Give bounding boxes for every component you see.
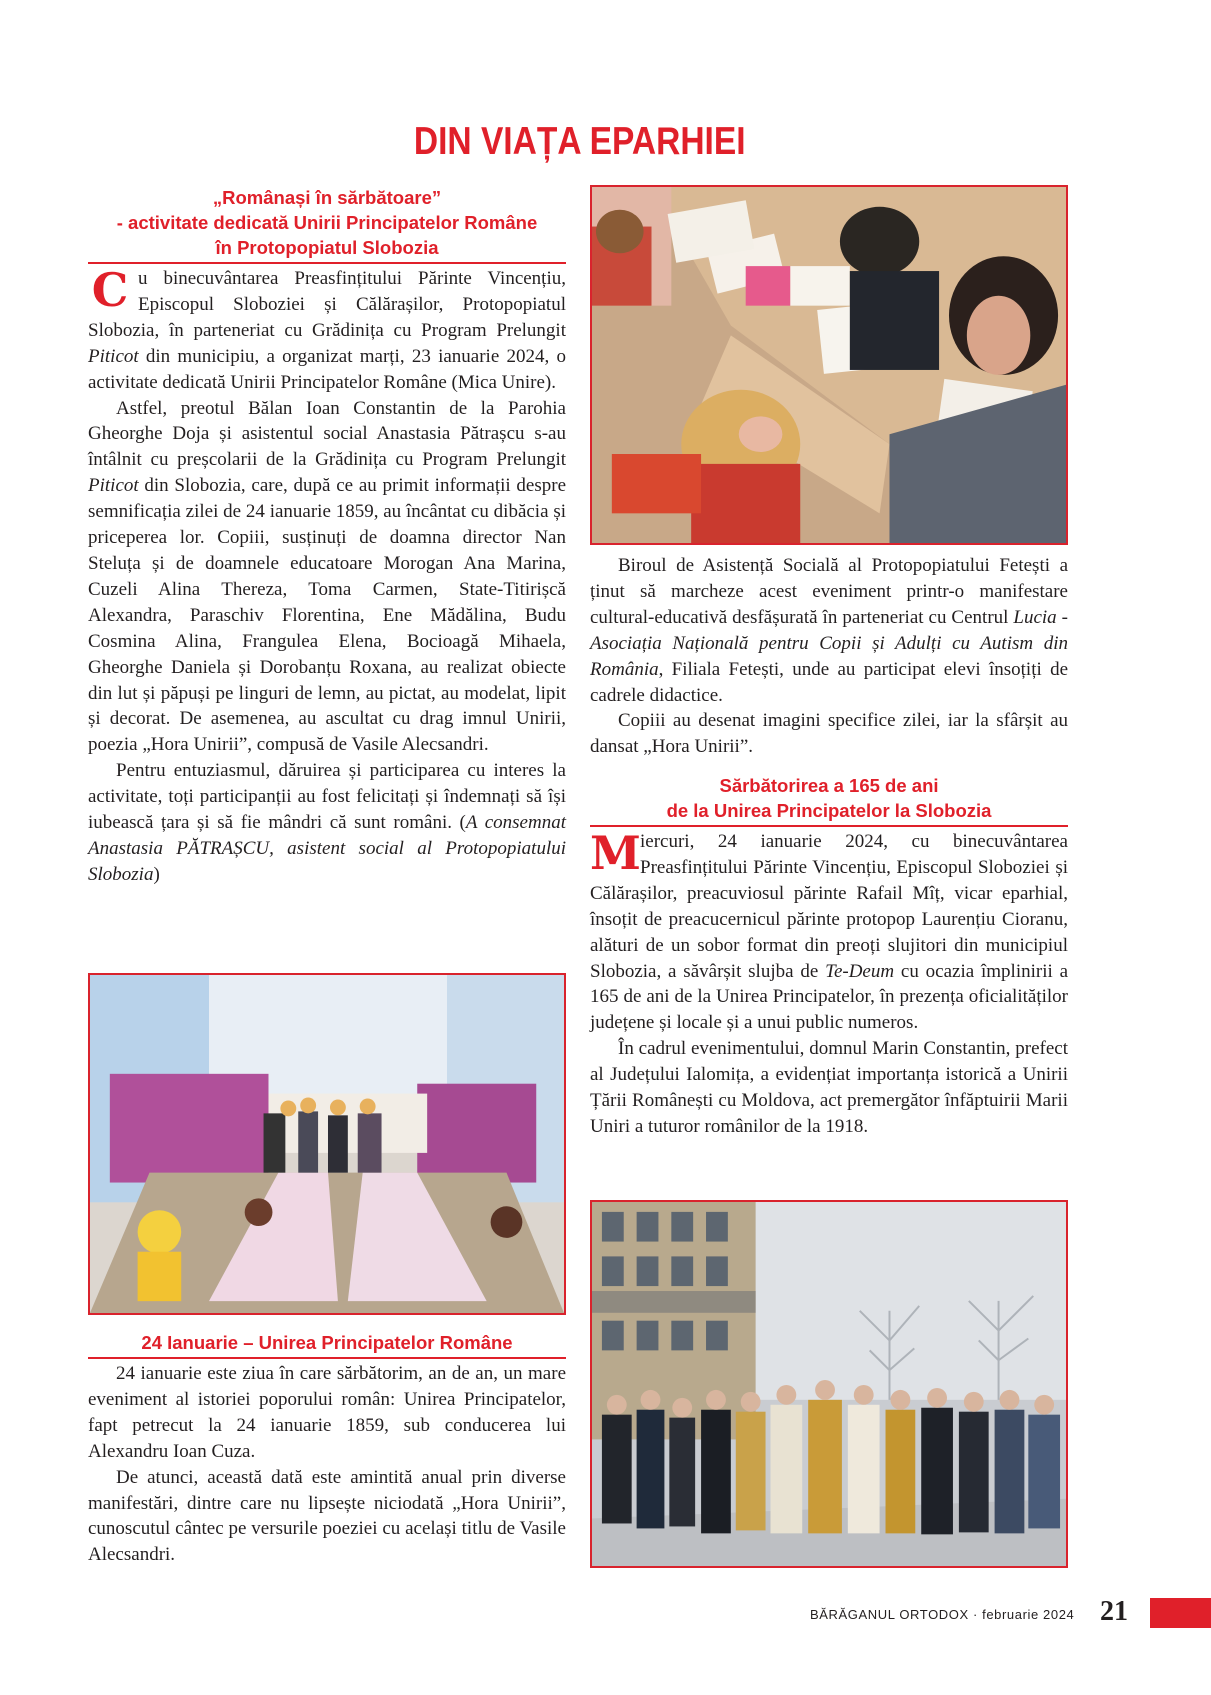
article-1-paragraph: Astfel, preotul Bălan Ioan Constantin de la Parohia Gheorghe Doja și asistentul social Anastasia Pătrașcu s-au întâlnit cu preșcolarii de la Grădinița cu Program Prelungit Piticot din Slobozia, care, după ce au primit informații despre semnificația zilei de 24 ianuarie 1859, au încântat cu dibăcia și priceperea lor. Copiii, susținuți de doamna director Nan Steluța și de doamnele educatoare Morogan Ana Marina, Cuzeli Alina Thereza, Toma Carmen, State-Titirișcă Alexandra, Paraschiv Florentina, Ene Mădălina, Budu Cosmina Alina, Frangulea Elena, Bocioagă Mihaela, Gheorghe Daniela și Dorobanțu Roxana, au realizat obiecte din lut și păpuși pe linguri de lemn, au pictat, au modelat, lipit și decorat. De asemenea, au ascultat cu drag imnul Unirii, poezia „Hora Unirii”, compusă de Vasile Alecsandri. <box>88 397 566 756</box>
article-3-headline <box>590 773 1068 827</box>
article-3-paragraph: În cadrul evenimentului, domnul Marin Constantin, prefect al Județului Ialomița, a evidențiat importanța istorică a Unirii Țării Românești cu Moldova, act premergător înfăptuirii Marii Uniri a tuturor românilor de la 1918. <box>590 1038 1068 1137</box>
article-2 <box>88 1330 566 1568</box>
article-2-continued <box>590 553 1068 760</box>
drop-cap: C <box>91 263 129 317</box>
article-1-headline-line2: - activitate dedicată Unirii Principatelor Române <box>116 212 538 233</box>
footer-accent-bar <box>1150 1598 1211 1628</box>
article-2-continued-paragraph: Biroul de Asistență Socială al Protopopiatului Fetești a ținut să marcheze acest eveniment printr-o manifestare cultural-educativă desfășurată în parteneriat cu Centrul Lucia - Asociația Națională pentru Copii și Adulți cu Autism din România, Filiala Fetești, unde au participat elevi însoțiți de cadrele didactice. <box>590 555 1068 706</box>
article-2-headline: 24 Ianuarie – Unirea Principatelor Române <box>88 1330 566 1359</box>
article-1-headline-line3: în Protopopiatul Slobozia <box>215 237 439 258</box>
article-2-paragraph: 24 ianuarie este ziua în care sărbătorim, an de an, un mare eveniment al istoriei poporului român: Unirea Principatelor, fapt petrecut la 24 ianuarie 1859, sub conducerea lui Alexandru Ioan Cuza. <box>88 1363 566 1462</box>
article-3 <box>590 773 1068 1140</box>
article-1-headline <box>88 185 566 264</box>
article-2-paragraph: De atunci, această dată este amintită anual prin diverse manifestări, dintre care nu lipsește niciodată „Hora Unirii”, cunoscutul cântec pe versurile poeziei cu același titlu de Vasile Alecsandri. <box>88 1466 566 1566</box>
article-2-continued-body <box>590 553 1068 760</box>
section-title: DIN VIAȚA EPARHIEI <box>413 120 746 163</box>
page-number: 21 <box>1100 1596 1128 1627</box>
article-3-headline-line2: de la Unirea Principatelor la Slobozia <box>666 800 992 821</box>
article-1-paragraph: Pentru entuziasmul, dăruirea și participarea cu interes la activitate, toți participanții au fost felicitați și îndemnați să își iubească țara și să fie mândri că sunt români. (A consemnat Anastasia PĂTRAȘCU, asistent social al Protopopiatului Slobozia) <box>88 760 566 885</box>
ceremony-photo <box>590 1200 1068 1568</box>
article-1-paragraph: C u binecuvântarea Preasfințitului Părinte Vincențiu, Episcopul Sloboziei și Călărașilor, Protopopiatul Slobozia, în parteneriat cu Grădinița cu Program Prelungit Piticot din municipiu, a organizat marți, 23 ianuarie 2024, o activitate dedicată Unirii Principatelor Române (Mica Unire). <box>88 263 566 393</box>
article-1-body <box>88 263 566 888</box>
article-3-headline-line1: Sărbătorirea a 165 de ani <box>719 775 939 796</box>
article-3-paragraph: M iercuri, 24 ianuarie 2024, cu binecuvântarea Preasfințitului Părinte Vincențiu, Episcopul Sloboziei și Călărașilor, preacuviosul părinte Rafail Mîț, vicar eparhial, însoțit de preacucernicul părinte protopop Laurențiu Cioranu, alături de un sobor format din preoți slujitori din municipiul Slobozia, a săvârșit slujba de Te-Deum cu ocazia împlinirii a 165 de ani de la Unirea Principatelor, în prezența oficialităților județene și locale și a unui public numeros. <box>590 826 1069 1034</box>
article-3-body <box>590 826 1069 1140</box>
article-1-headline-line1: „Românași în sărbătoare” <box>212 187 442 208</box>
article-1 <box>88 185 566 888</box>
article-2-continued-paragraph: Copiii au desenat imagini specifice zilei, iar la sfârșit au dansat „Hora Unirii”. <box>590 710 1068 758</box>
children-drawing-photo <box>590 185 1068 545</box>
footer-publication: BĂRĂGANUL ORTODOX · februarie 2024 <box>810 1607 1075 1622</box>
drop-cap: M <box>590 826 641 880</box>
article-2-body <box>88 1361 566 1568</box>
classroom-photo <box>88 973 566 1315</box>
